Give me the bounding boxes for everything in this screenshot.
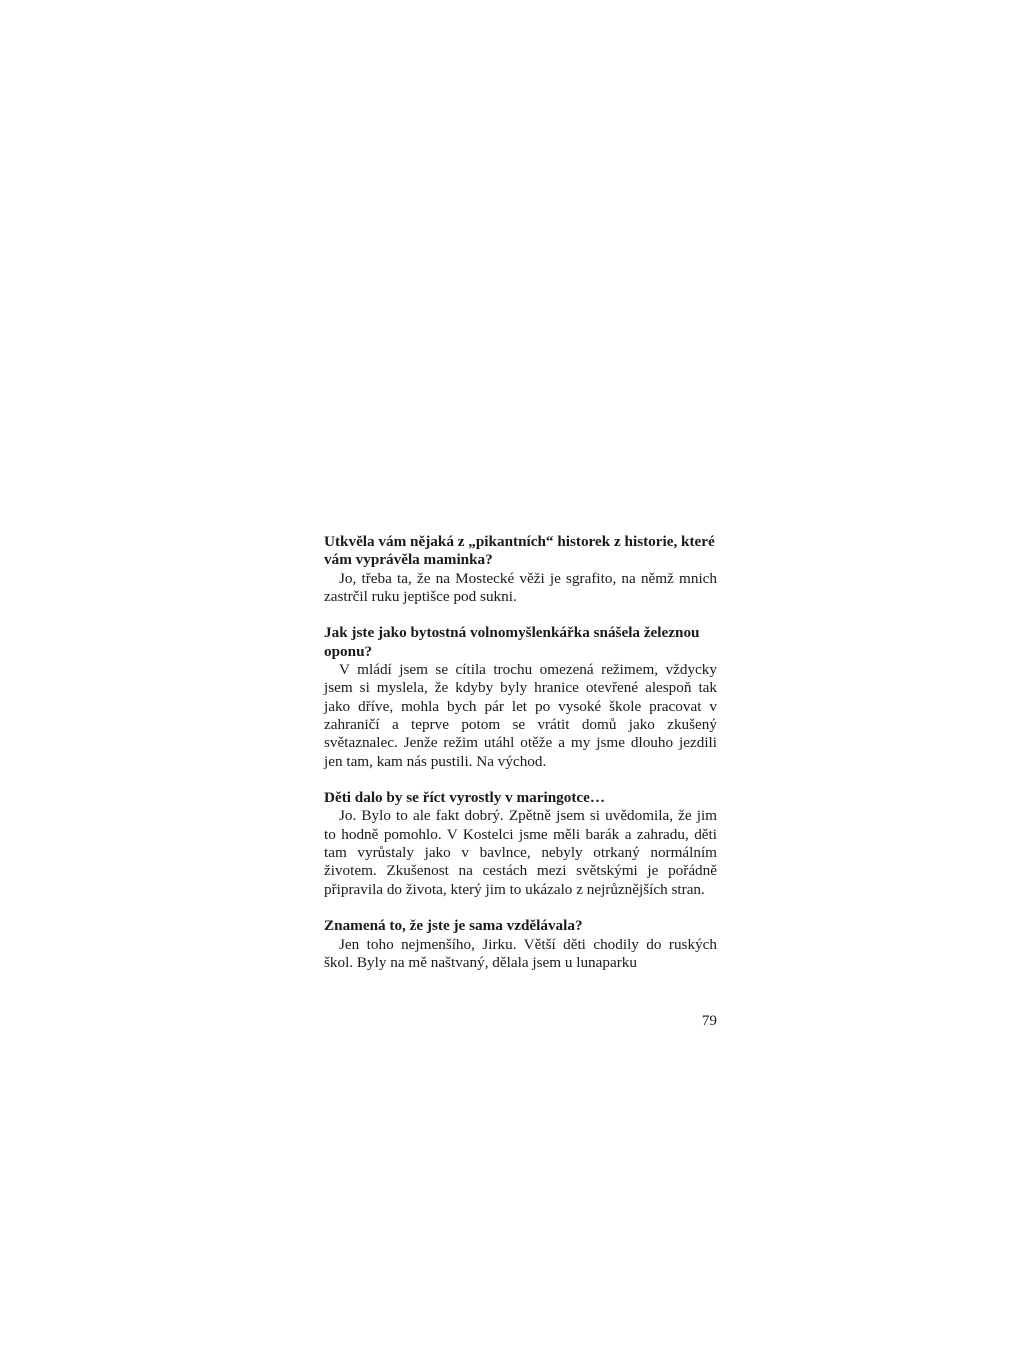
- page-number: 79: [701, 1012, 717, 1029]
- interview-answer: Jen toho nejmenšího, Jirku. Větší děti chodily do ruských škol. Byly na mě naštvaný, dělala jsem u lunaparku: [324, 935, 717, 971]
- qa-block-3: [324, 789, 717, 899]
- interview-answer: Jo, třeba ta, že na Mostecké věži je sgrafito, na němž mnich zastrčil ruku jeptišce pod sukni.: [324, 569, 717, 605]
- interview-question: Děti dalo by se říct vyrostly v maringotce…: [324, 789, 606, 807]
- interview-question: Utkvěla vám nějaká z „pikantních“ historek z historie, které vám vyprávěla maminka?: [324, 533, 715, 569]
- interview-question: Jak jste jako bytostná volnomyšlenkářka snášela železnou oponu?: [324, 624, 700, 660]
- interview-answer: Jo. Bylo to ale fakt dobrý. Zpětně jsem si uvědomila, že jim to hodně pomohlo. V Kostelci jsme měli barák a zahradu, děti tam vyrůstaly jako v bavlnce, nebyly otrkaný normálním životem. Zkušenost na cestách mezi světskými je pořádně připravila do života, který jim to ukázalo z nejrůznějších stran.: [324, 807, 717, 898]
- qa-block-4: [324, 917, 717, 972]
- interview-question: Znamená to, že jste je sama vzdělávala?: [324, 917, 583, 935]
- page-text-column: [324, 533, 717, 990]
- qa-block-2: [324, 624, 717, 770]
- qa-block-1: [324, 533, 717, 606]
- interview-answer: V mládí jsem se cítila trochu omezená režimem, vždycky jsem si myslela, že kdyby byly hranice otevřené alespoň tak jako dříve, mohla bych pár let po vysoké škole pracovat v zahraničí a teprve potom se vrátit domů jako zkušený světaznalec. Jenže režim utáhl otěže a my jsme dlouho jezdili jen tam, kam nás pustili. Na východ.: [324, 661, 717, 770]
